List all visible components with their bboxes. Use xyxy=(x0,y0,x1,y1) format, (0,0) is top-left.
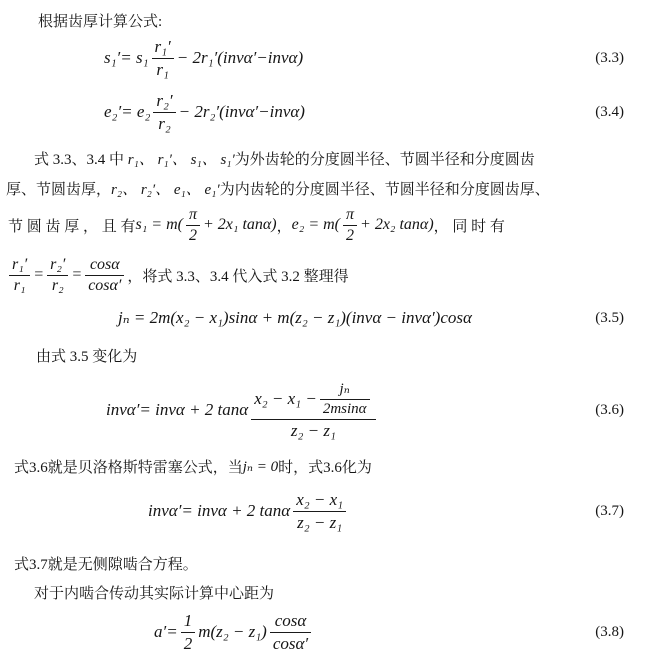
eq38-mid: m(z₂ − z₁) xyxy=(198,622,267,641)
fraction-pi-2-second xyxy=(343,206,357,245)
fraction-cos-numerator: cosα xyxy=(270,611,311,633)
fraction-big-3-6 xyxy=(251,379,375,441)
ratio-2-numerator: r₂′ xyxy=(47,256,68,276)
paragraph-line-3-end: ， 同 时 有 xyxy=(433,218,505,235)
note-3-6-text2: 时，式3.6化为 xyxy=(278,459,372,476)
paragraph-line-3-text: 节 圆 齿 厚 ， 且 有 xyxy=(8,218,136,235)
equation-3-6 xyxy=(6,373,650,447)
fraction-pi-numerator: π xyxy=(186,206,200,226)
fraction-pi-numerator-2: π xyxy=(343,206,357,226)
fraction-ratio-1 xyxy=(9,256,30,295)
eq34-rhs: − 2r₂′(invα′−invα) xyxy=(178,102,305,121)
fraction-x-z xyxy=(293,490,346,533)
equation-label-3-3: (3.3) xyxy=(595,49,624,66)
eq33-lhs: s₁′= s₁ xyxy=(104,48,149,67)
eq38-lhs: a′= xyxy=(154,622,178,641)
note-about-3-6 xyxy=(6,452,650,480)
equation-3-3 xyxy=(6,34,650,82)
note-3-6-text: 式3.6就是贝洛格斯特雷塞公式，当 xyxy=(14,459,243,476)
inline-eq-e2-close: + 2x₂ tanα) xyxy=(360,216,434,233)
equation-label-3-8: (3.8) xyxy=(595,623,624,640)
inline-eq-s1-open: s₁ = m( xyxy=(135,216,183,233)
eq33-rhs: − 2r₁′(invα′−invα) xyxy=(176,48,304,67)
note-before-3-6: 由式 3.5 变化为 xyxy=(36,349,138,365)
equation-3-5 xyxy=(6,303,650,333)
equation-3-4 xyxy=(6,88,650,136)
paragraph-line-2-text2: 为内齿轮的分度圆半径、节圆半径和分度圆齿厚、 xyxy=(219,182,550,198)
equation-label-3-4: (3.4) xyxy=(595,103,624,120)
eq37-lhs: invα′= invα + 2 tanα xyxy=(148,501,291,520)
equation-3-8-body xyxy=(154,611,314,654)
fraction-jn-numerator: jₙ xyxy=(320,379,370,400)
fraction-ratio-2 xyxy=(47,256,68,295)
paragraph-line-1-math: r₁、 r₁′、 s₁、 s₁′ xyxy=(127,152,235,168)
fraction-ratio-3 xyxy=(85,256,124,295)
ratio-line xyxy=(6,249,650,301)
inline-eq-e2-open: e₂ = m( xyxy=(291,216,340,233)
fraction-one-half-numerator: 1 xyxy=(181,611,196,633)
paragraph-line-2 xyxy=(6,175,650,205)
paragraph-line-2-math: r₂、 r₂′、 e₁、 e₁′ xyxy=(111,182,220,198)
fraction-r1-denominator: r₁ xyxy=(156,59,169,79)
fraction-cos xyxy=(270,611,311,654)
eq36-num-text: x₂ − x₁ − xyxy=(254,388,317,408)
paragraph-line-1 xyxy=(6,145,650,175)
paragraph-line-1-text: 式 3.3、3.4 中 xyxy=(34,152,128,168)
equation-3-8 xyxy=(6,609,650,655)
note-3-6-math: jₙ = 0 xyxy=(242,458,279,475)
fraction-pi-denominator: 2 xyxy=(188,226,197,244)
equation-label-3-5: (3.5) xyxy=(595,309,624,326)
paragraph-line-3 xyxy=(6,205,650,245)
fraction-r1-numerator: r₁′ xyxy=(152,37,174,59)
ratio-1-denominator: r₁ xyxy=(13,276,26,294)
fraction-r1 xyxy=(152,37,174,80)
paragraph-line-1-text2: 为外齿轮的分度圆半径、节圆半径和分度圆齿 xyxy=(234,152,535,168)
fraction-one-half-denominator: 2 xyxy=(183,633,193,653)
fraction-x-z-denominator: z₂ − z₁ xyxy=(297,512,343,532)
fraction-pi-denominator-2: 2 xyxy=(346,226,354,244)
fraction-r2-numerator: r₂′ xyxy=(153,91,175,113)
ratio-line-text: ，将式 3.3、3.4 代入式 3.2 整理得 xyxy=(127,268,349,285)
ratio-2-denominator: r₂ xyxy=(51,276,64,294)
fraction-r2-denominator: r₂ xyxy=(158,113,171,133)
equation-label-3-7: (3.7) xyxy=(595,502,624,519)
fraction-pi-2-first xyxy=(186,206,200,245)
fraction-r2 xyxy=(153,91,175,134)
equation-3-5-body xyxy=(118,308,472,328)
equation-3-6-body xyxy=(106,379,379,441)
equation-3-7 xyxy=(6,483,650,539)
fraction-big-3-6-denominator: z₂ − z₁ xyxy=(290,421,336,440)
fraction-x-z-numerator: x₂ − x₁ xyxy=(293,490,346,512)
fraction-big-3-6-numerator xyxy=(251,379,375,420)
equation-3-7-body xyxy=(148,490,349,533)
intro-text: 根据齿厚计算公式: xyxy=(38,14,163,30)
fraction-one-half xyxy=(181,611,196,654)
eq34-lhs: e₂′= e₂ xyxy=(104,102,151,121)
ratio-1-numerator: r₁′ xyxy=(9,256,30,276)
ratio-3-denominator: cosα′ xyxy=(88,276,122,294)
equation-3-3-body xyxy=(104,37,303,80)
paragraph-line-2-text: 厚、节圆齿厚， xyxy=(6,182,112,198)
fraction-cos-denominator: cosα′ xyxy=(272,633,309,653)
fraction-jn xyxy=(320,379,370,418)
equation-3-4-body xyxy=(104,91,305,134)
eq36-lhs: invα′= invα + 2 tanα xyxy=(106,400,249,419)
eq35-text: jₙ = 2m(x₂ − x₁)sinα + m(z₂ − z₁)(invα − invα′)cosα xyxy=(118,308,472,327)
fraction-jn-denominator: 2msinα xyxy=(322,401,367,417)
paragraph-line-3-comma: ， xyxy=(276,218,292,235)
note-about-3-7: 式3.7就是无侧隙啮合方程。 xyxy=(14,557,198,573)
note-before-3-8: 对于内啮合传动其实际计算中心距为 xyxy=(34,586,275,602)
ratio-3-numerator: cosα xyxy=(85,256,124,276)
equals-sign-2: = xyxy=(71,266,83,283)
equation-label-3-6: (3.6) xyxy=(595,401,624,418)
inline-eq-s1-close: + 2x₁ tanα) xyxy=(203,216,277,233)
equals-sign-1: = xyxy=(33,266,45,283)
